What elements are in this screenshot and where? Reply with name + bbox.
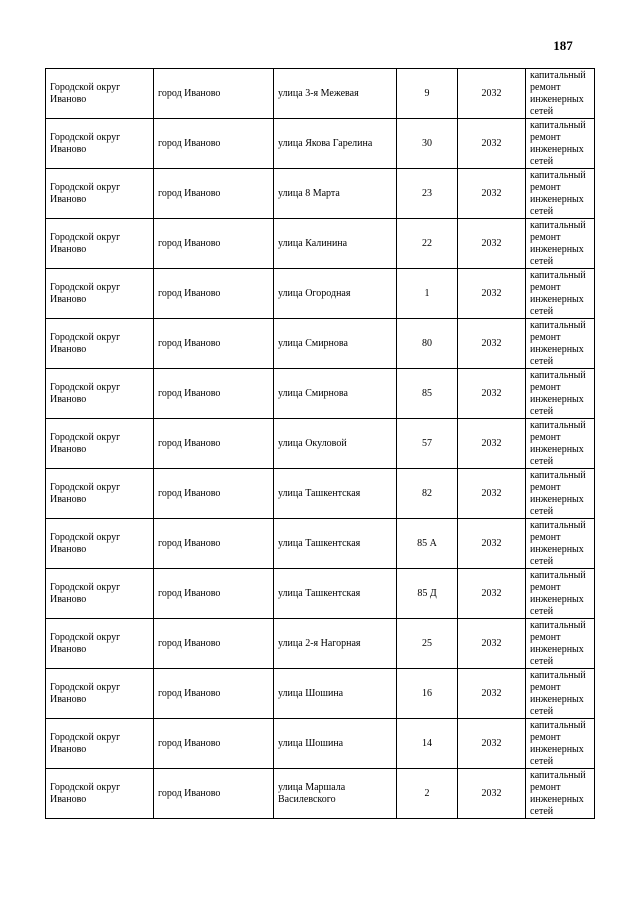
work-type-cell: капитальный ремонт инженерных сетей <box>526 619 595 669</box>
year-cell: 2032 <box>458 269 526 319</box>
work-type-cell: капитальный ремонт инженерных сетей <box>526 219 595 269</box>
street-cell: улица Шошина <box>274 719 397 769</box>
street-cell: улица Смирнова <box>274 319 397 369</box>
work-type-cell: капитальный ремонт инженерных сетей <box>526 269 595 319</box>
house-number-cell: 80 <box>397 319 458 369</box>
table-row <box>46 419 595 469</box>
table-row <box>46 619 595 669</box>
table-row <box>46 669 595 719</box>
street-cell: улица Калинина <box>274 219 397 269</box>
street-cell: улица Ташкентская <box>274 469 397 519</box>
year-cell: 2032 <box>458 419 526 469</box>
year-cell: 2032 <box>458 519 526 569</box>
work-type-cell: капитальный ремонт инженерных сетей <box>526 69 595 119</box>
street-cell: улица 3-я Межевая <box>274 69 397 119</box>
year-cell: 2032 <box>458 219 526 269</box>
house-number-cell: 9 <box>397 69 458 119</box>
work-type-cell: капитальный ремонт инженерных сетей <box>526 369 595 419</box>
municipal-district-cell: Городской округ Иваново <box>46 669 154 719</box>
settlement-cell: город Иваново <box>154 319 274 369</box>
street-cell: улица Ташкентская <box>274 519 397 569</box>
settlement-cell: город Иваново <box>154 169 274 219</box>
year-cell: 2032 <box>458 119 526 169</box>
street-cell: улица 2-я Нагорная <box>274 619 397 669</box>
settlement-cell: город Иваново <box>154 219 274 269</box>
table-row <box>46 269 595 319</box>
street-cell: улица Смирнова <box>274 369 397 419</box>
house-number-cell: 85 А <box>397 519 458 569</box>
municipal-district-cell: Городской округ Иваново <box>46 769 154 819</box>
house-number-cell: 22 <box>397 219 458 269</box>
year-cell: 2032 <box>458 619 526 669</box>
settlement-cell: город Иваново <box>154 569 274 619</box>
settlement-cell: город Иваново <box>154 269 274 319</box>
work-type-cell: капитальный ремонт инженерных сетей <box>526 719 595 769</box>
table-body <box>46 69 595 819</box>
table-row <box>46 569 595 619</box>
municipal-district-cell: Городской округ Иваново <box>46 519 154 569</box>
house-number-cell: 16 <box>397 669 458 719</box>
table-row <box>46 219 595 269</box>
year-cell: 2032 <box>458 69 526 119</box>
work-type-cell: капитальный ремонт инженерных сетей <box>526 519 595 569</box>
table-row <box>46 69 595 119</box>
table-row <box>46 369 595 419</box>
street-cell: улица Маршала Василевского <box>274 769 397 819</box>
municipal-district-cell: Городской округ Иваново <box>46 69 154 119</box>
settlement-cell: город Иваново <box>154 419 274 469</box>
house-number-cell: 25 <box>397 619 458 669</box>
settlement-cell: город Иваново <box>154 769 274 819</box>
house-number-cell: 57 <box>397 419 458 469</box>
year-cell: 2032 <box>458 669 526 719</box>
settlement-cell: город Иваново <box>154 669 274 719</box>
table-row <box>46 519 595 569</box>
house-number-cell: 82 <box>397 469 458 519</box>
year-cell: 2032 <box>458 719 526 769</box>
work-type-cell: капитальный ремонт инженерных сетей <box>526 769 595 819</box>
house-number-cell: 30 <box>397 119 458 169</box>
street-cell: улица Якова Гарелина <box>274 119 397 169</box>
house-number-cell: 2 <box>397 769 458 819</box>
municipal-district-cell: Городской округ Иваново <box>46 469 154 519</box>
year-cell: 2032 <box>458 369 526 419</box>
table-row <box>46 119 595 169</box>
page-number: 187 <box>553 38 573 53</box>
street-cell: улица Ташкентская <box>274 569 397 619</box>
settlement-cell: город Иваново <box>154 619 274 669</box>
municipal-district-cell: Городской округ Иваново <box>46 419 154 469</box>
municipal-district-cell: Городской округ Иваново <box>46 169 154 219</box>
year-cell: 2032 <box>458 769 526 819</box>
work-type-cell: капитальный ремонт инженерных сетей <box>526 569 595 619</box>
table-row <box>46 319 595 369</box>
municipal-district-cell: Городской округ Иваново <box>46 569 154 619</box>
street-cell: улица Огородная <box>274 269 397 319</box>
house-number-cell: 1 <box>397 269 458 319</box>
settlement-cell: город Иваново <box>154 69 274 119</box>
year-cell: 2032 <box>458 569 526 619</box>
municipal-district-cell: Городской округ Иваново <box>46 319 154 369</box>
work-type-cell: капитальный ремонт инженерных сетей <box>526 469 595 519</box>
municipal-district-cell: Городской округ Иваново <box>46 369 154 419</box>
municipal-district-cell: Городской округ Иваново <box>46 269 154 319</box>
municipal-district-cell: Городской округ Иваново <box>46 119 154 169</box>
municipal-district-cell: Городской округ Иваново <box>46 219 154 269</box>
street-cell: улица 8 Марта <box>274 169 397 219</box>
house-number-cell: 23 <box>397 169 458 219</box>
street-cell: улица Окуловой <box>274 419 397 469</box>
house-number-cell: 85 <box>397 369 458 419</box>
work-type-cell: капитальный ремонт инженерных сетей <box>526 319 595 369</box>
settlement-cell: город Иваново <box>154 719 274 769</box>
municipal-district-cell: Городской округ Иваново <box>46 719 154 769</box>
work-type-cell: капитальный ремонт инженерных сетей <box>526 419 595 469</box>
work-type-cell: капитальный ремонт инженерных сетей <box>526 119 595 169</box>
housing-repair-table <box>45 68 595 819</box>
settlement-cell: город Иваново <box>154 119 274 169</box>
house-number-cell: 14 <box>397 719 458 769</box>
year-cell: 2032 <box>458 469 526 519</box>
settlement-cell: город Иваново <box>154 519 274 569</box>
house-number-cell: 85 Д <box>397 569 458 619</box>
work-type-cell: капитальный ремонт инженерных сетей <box>526 169 595 219</box>
settlement-cell: город Иваново <box>154 369 274 419</box>
year-cell: 2032 <box>458 319 526 369</box>
table-row <box>46 169 595 219</box>
year-cell: 2032 <box>458 169 526 219</box>
settlement-cell: город Иваново <box>154 469 274 519</box>
table-row <box>46 469 595 519</box>
table-row <box>46 719 595 769</box>
work-type-cell: капитальный ремонт инженерных сетей <box>526 669 595 719</box>
municipal-district-cell: Городской округ Иваново <box>46 619 154 669</box>
street-cell: улица Шошина <box>274 669 397 719</box>
table-row <box>46 769 595 819</box>
